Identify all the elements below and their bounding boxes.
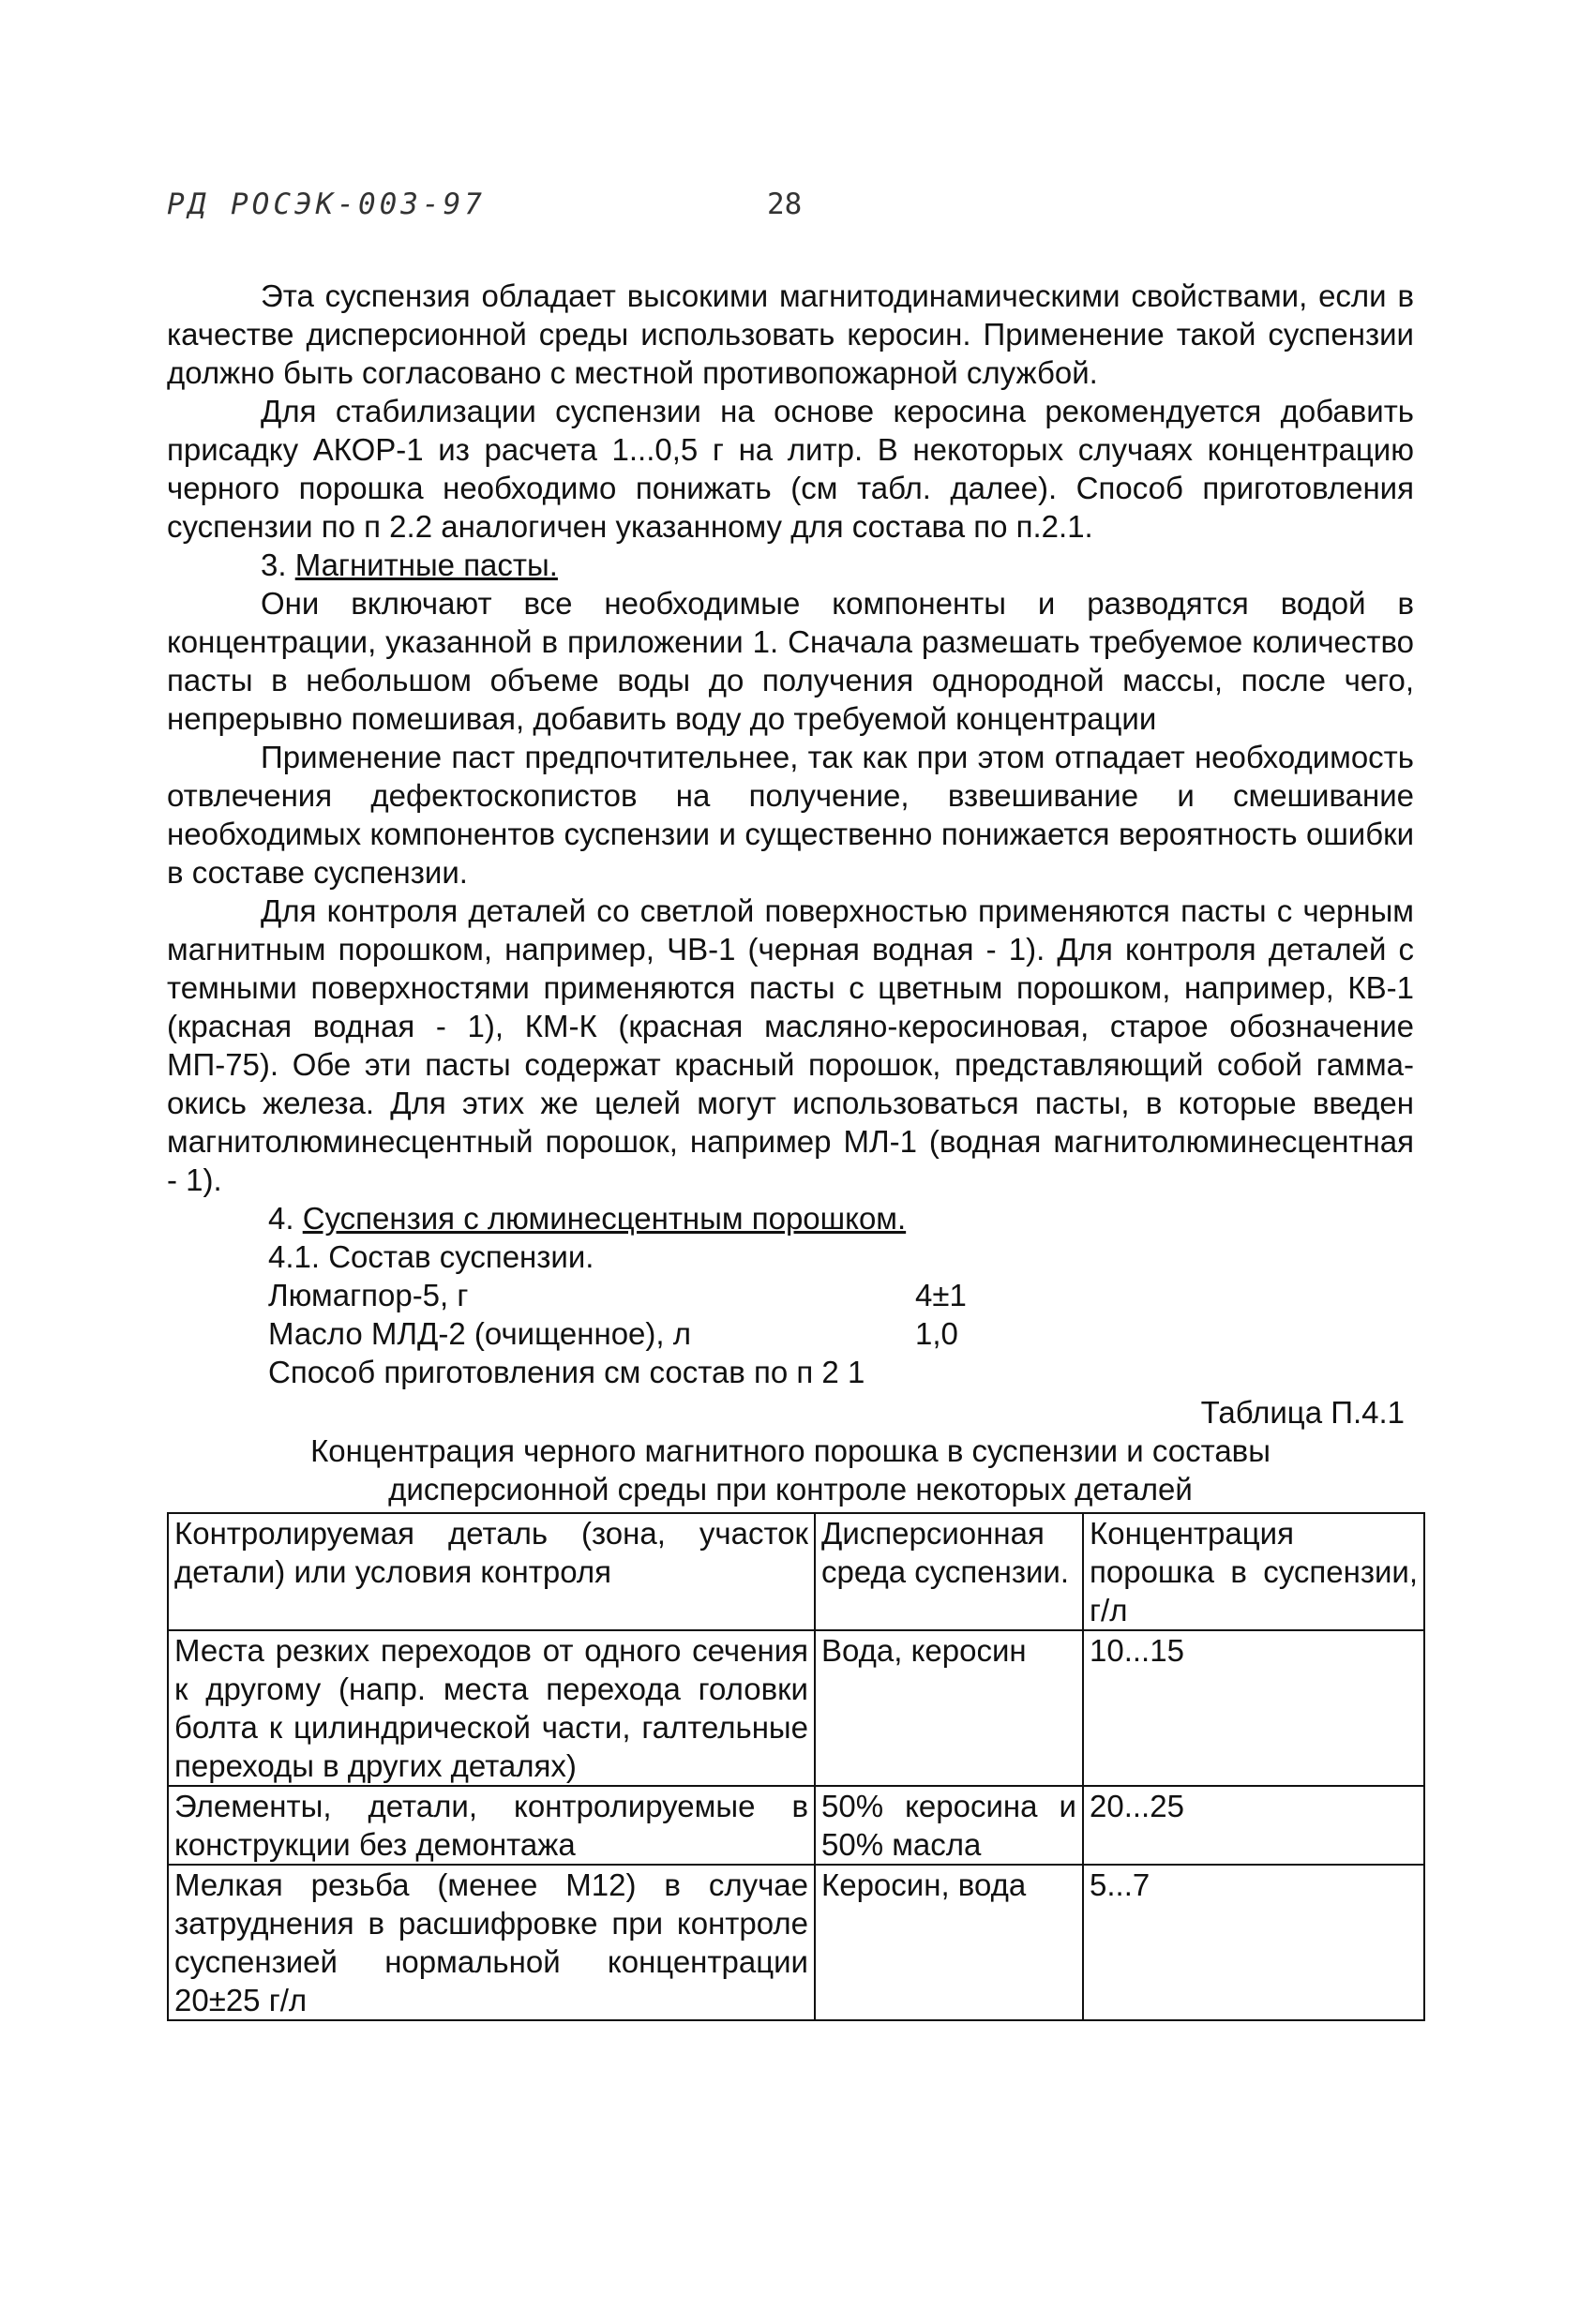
table-title: Концентрация черного магнитного порошка в суспензии и составы дисперсионной среды при контроле некоторых деталей bbox=[310, 1433, 1271, 1507]
document-body bbox=[167, 277, 1418, 2021]
section-title: Суспензия с люминесцентным порошком. bbox=[302, 1201, 907, 1236]
paragraph-pastes-composition: Они включают все необходимые компоненты и разводятся водой в концентрации, указанной в приложении 1. Сначала размешать требуемое количество пасты в небольшом объеме воды до получения однородной массы, после чего, непрерывно помешивая, добавить воду до требуемой концентрации bbox=[167, 586, 1414, 736]
table-header-cell: Дисперсионная среда суспензии. bbox=[815, 1513, 1083, 1630]
table-cell: 5...7 bbox=[1083, 1865, 1424, 2020]
table-cell: 50% керосина и 50% масла bbox=[815, 1786, 1083, 1865]
table-row bbox=[168, 1865, 1424, 2020]
section-heading-magnetic-pastes bbox=[167, 546, 1414, 584]
table-row bbox=[168, 1786, 1424, 1865]
paragraph-stabilization: Для стабилизации суспензии на основе керосина рекомендуется добавить присадку АКОР-1 из расчета 1...0,5 г на литр. В некоторых случаях концентрацию черного порошка необходимо понижать (см табл. далее). Способ приготовления суспензии по п 2.2 аналогичен указанному для состава по п.2.1. bbox=[167, 394, 1414, 544]
preparation-note: Способ приготовления см состав по п 2 1 bbox=[268, 1355, 865, 1389]
component-value: 4±1 bbox=[915, 1278, 967, 1312]
section-number: 3. bbox=[261, 547, 287, 582]
table-cell: Мелкая резьба (менее М12) в случае затруднения в расшифровке при контроле суспензией нормальной концентрации 20±25 г/л bbox=[168, 1865, 815, 2020]
section-heading-luminescent bbox=[167, 1199, 1414, 1237]
table-label: Таблица П.4.1 bbox=[1200, 1395, 1405, 1430]
table-cell: Элементы, детали, контролируемые в конструкции без демонтажа bbox=[168, 1786, 815, 1865]
table-cell: Керосин, вода bbox=[815, 1865, 1083, 2020]
table-header-row bbox=[168, 1513, 1424, 1630]
subsection-composition: 4.1. Состав суспензии. bbox=[268, 1239, 594, 1274]
table-cell: 20...25 bbox=[1083, 1786, 1424, 1865]
component-value: 1,0 bbox=[915, 1316, 958, 1351]
table-cell: 10...15 bbox=[1083, 1630, 1424, 1786]
component-name: Масло МЛД-2 (очищенное), л bbox=[268, 1316, 691, 1351]
table-cell: Места резких переходов от одного сечения к другому (напр. места перехода головки болта к цилиндрической части, галтельные переходы в других деталях) bbox=[168, 1630, 815, 1786]
table-header-cell: Концентрация порошка в суспензии, г/л bbox=[1083, 1513, 1424, 1630]
page-number: 28 bbox=[767, 187, 803, 221]
paragraph-pastes-advantages: Применение паст предпочтительнее, так как при этом отпадает необходимость отвлечения дефектоскопистов на получение, взвешивание и смешивание необходимых компонентов суспензии и существенно понижается вероятность ошибки в составе суспензии. bbox=[167, 740, 1414, 890]
page-header bbox=[167, 187, 1414, 232]
concentration-table bbox=[167, 1512, 1425, 2021]
section-number: 4. bbox=[268, 1201, 294, 1236]
paragraph-kerosene-suspension: Эта суспензия обладает высокими магнитодинамическими свойствами, если в качестве дисперсионной среды использовать керосин. Применение такой суспензии должно быть согласовано с местной противопожарной службой. bbox=[167, 278, 1414, 390]
paragraph-pastes-usage: Для контроля деталей со светлой поверхностью применяются пасты с черным магнитным порошком, например, ЧВ-1 (черная водная - 1). Для контроля деталей с темными поверхностями применяются пасты с цветным порошком, например, КВ-1 (красная водная - 1), КМ-К (красная масляно-керосиновая, старое обозначение МП-75). Обе эти пасты содержат красный порошок, представляющий собой гамма-окись железа. Для этих же целей могут использоваться пасты, в которые введен магнитолюминесцентный порошок, например МЛ-1 (водная магнитолюминесцентная - 1). bbox=[167, 893, 1414, 1197]
table-row bbox=[168, 1630, 1424, 1786]
composition-row bbox=[167, 1276, 1414, 1314]
document-code: РД РОСЭК-003-97 bbox=[167, 187, 486, 221]
component-name: Люмагпор-5, г bbox=[268, 1278, 469, 1312]
table-header-cell: Контролируемая деталь (зона, участок детали) или условия контроля bbox=[168, 1513, 815, 1630]
composition-row bbox=[167, 1314, 1414, 1353]
table-cell: Вода, керосин bbox=[815, 1630, 1083, 1786]
section-title: Магнитные пасты. bbox=[294, 547, 558, 582]
